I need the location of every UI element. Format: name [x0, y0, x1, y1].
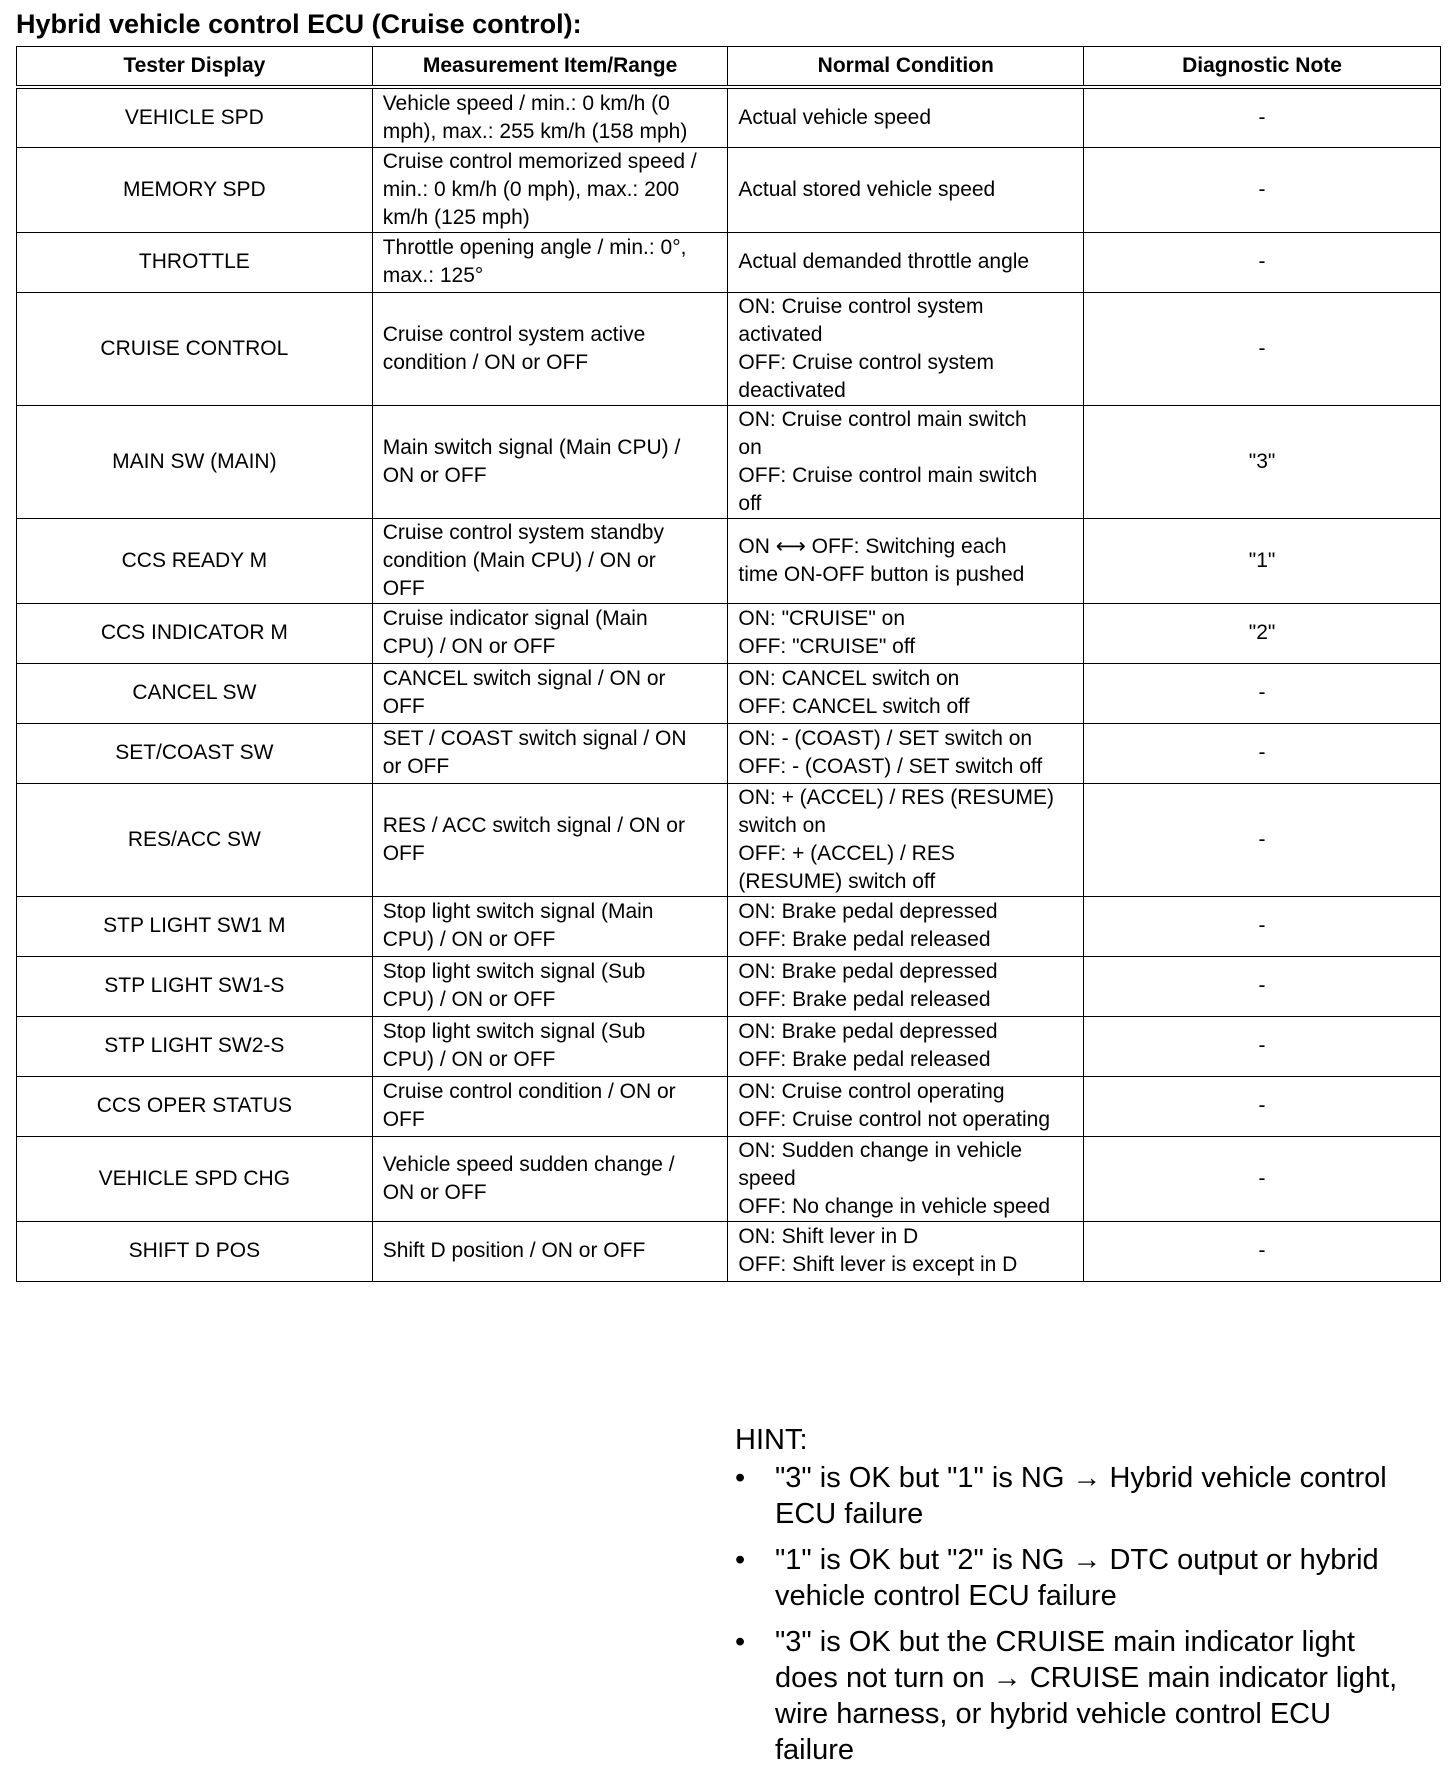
bullet-icon: •	[735, 1462, 746, 1494]
cell-measurement	[372, 1136, 728, 1221]
measurement-line: min.: 0 km/h (0 mph), max.: 200	[382, 177, 680, 201]
measurement-line: Cruise indicator signal (Main	[382, 607, 648, 630]
hint-title: HINT:	[735, 1424, 808, 1456]
condition-line: OFF: No change in vehicle speed	[738, 1194, 1051, 1218]
cell-normal-condition	[728, 232, 1084, 292]
cell-measurement	[372, 1076, 728, 1136]
cell-measurement	[372, 518, 728, 603]
condition-line: on	[738, 435, 762, 459]
measurement-line: km/h (125 mph)	[382, 205, 530, 229]
condition-line: (RESUME) switch off	[738, 869, 936, 893]
cell-diagnostic-note: -	[1084, 232, 1441, 292]
condition-line: OFF: CANCEL switch off	[738, 695, 970, 718]
measurement-line: OFF	[382, 576, 425, 600]
cell-normal-condition	[728, 87, 1084, 147]
table-row	[17, 1136, 1441, 1221]
cell-tester-display: STP LIGHT SW2-S	[17, 1016, 373, 1076]
bullet-icon: •	[735, 1626, 746, 1658]
cell-normal-condition	[728, 896, 1084, 956]
cell-normal-condition	[728, 663, 1084, 723]
measurement-line: condition (Main CPU) / ON or	[382, 548, 656, 572]
condition-line: ON ⟷ OFF: Switching each	[738, 534, 1007, 558]
condition-line: OFF: Brake pedal released	[738, 928, 991, 951]
condition-line: ON: - (COAST) / SET switch on	[738, 727, 1033, 750]
cell-normal-condition	[728, 723, 1084, 783]
condition-line: ON: Sudden change in vehicle	[738, 1138, 1023, 1162]
condition-line: ON: Brake pedal depressed	[738, 900, 998, 923]
cell-measurement	[372, 956, 728, 1016]
cell-diagnostic-note: "1"	[1084, 518, 1441, 603]
condition-line: Actual demanded throttle angle	[738, 250, 1030, 273]
cell-normal-condition	[728, 1076, 1084, 1136]
header-tester-display: Tester Display	[17, 47, 373, 88]
table-row	[17, 292, 1441, 405]
cell-normal-condition	[728, 292, 1084, 405]
cell-tester-display: SET/COAST SW	[17, 723, 373, 783]
table-row	[17, 603, 1441, 663]
measurement-line: ON or OFF	[382, 1180, 487, 1204]
table-row	[17, 1221, 1441, 1281]
cell-measurement	[372, 87, 728, 147]
cell-tester-display: CANCEL SW	[17, 663, 373, 723]
cell-normal-condition	[728, 603, 1084, 663]
condition-line: ON: Cruise control system	[738, 294, 984, 318]
cell-diagnostic-note: -	[1084, 87, 1441, 147]
cell-diagnostic-note: -	[1084, 292, 1441, 405]
measurement-line: Vehicle speed sudden change /	[382, 1152, 675, 1176]
measurement-line: CPU) / ON or OFF	[382, 1048, 556, 1071]
cell-tester-display: THROTTLE	[17, 232, 373, 292]
cell-measurement	[372, 663, 728, 723]
cell-normal-condition	[728, 518, 1084, 603]
cell-measurement	[372, 896, 728, 956]
condition-line: OFF: Cruise control system	[738, 350, 994, 374]
cell-tester-display: STP LIGHT SW1 M	[17, 896, 373, 956]
condition-line: ON: Shift lever in D	[738, 1225, 919, 1248]
measurement-line: CPU) / ON or OFF	[382, 988, 556, 1011]
table-row	[17, 663, 1441, 723]
cell-tester-display: VEHICLE SPD	[17, 87, 373, 147]
condition-line: OFF: + (ACCEL) / RES	[738, 841, 955, 865]
cell-tester-display: SHIFT D POS	[17, 1221, 373, 1281]
cell-measurement	[372, 1016, 728, 1076]
table-row	[17, 518, 1441, 603]
table-body	[17, 87, 1441, 1281]
table-row	[17, 87, 1441, 147]
condition-line: OFF: Brake pedal released	[738, 1048, 991, 1071]
measurement-line: Cruise control memorized speed /	[382, 149, 697, 173]
cell-tester-display: VEHICLE SPD CHG	[17, 1136, 373, 1221]
bullet-icon: •	[735, 1544, 746, 1576]
table-row	[17, 147, 1441, 232]
cell-measurement	[372, 783, 728, 896]
hint-line: does not turn on → CRUISE main indicator light,	[775, 1662, 1398, 1694]
measurement-line: SET / COAST switch signal / ON	[382, 727, 687, 750]
condition-line: OFF: Cruise control main switch	[738, 463, 1038, 487]
cell-measurement	[372, 723, 728, 783]
header-normal-condition: Normal Condition	[728, 47, 1084, 88]
condition-line: switch on	[738, 813, 826, 837]
cell-measurement	[372, 1221, 728, 1281]
measurement-line: Cruise control system standby	[382, 520, 664, 544]
hint-line: ECU failure	[775, 1498, 924, 1530]
cell-normal-condition	[728, 1221, 1084, 1281]
cell-measurement	[372, 292, 728, 405]
condition-line: ON: Cruise control main switch	[738, 407, 1027, 431]
measurement-line: CPU) / ON or OFF	[382, 928, 556, 951]
condition-line: Actual stored vehicle speed	[738, 177, 996, 201]
measurement-line: condition / ON or OFF	[382, 350, 589, 374]
condition-line: ON: + (ACCEL) / RES (RESUME)	[738, 785, 1055, 809]
condition-line: OFF: Cruise control not operating	[738, 1108, 1051, 1131]
condition-line: activated	[738, 322, 823, 346]
measurement-line: Stop light switch signal (Sub	[382, 1020, 646, 1043]
condition-line: OFF: Brake pedal released	[738, 988, 991, 1011]
table-row	[17, 896, 1441, 956]
cell-tester-display: CCS READY M	[17, 518, 373, 603]
hint-line: wire harness, or hybrid vehicle control ECU	[775, 1698, 1332, 1730]
measurement-line: OFF	[382, 695, 425, 718]
cell-normal-condition	[728, 147, 1084, 232]
hint-line: "1" is OK but "2" is NG → DTC output or hybrid	[775, 1544, 1379, 1576]
measurement-line: RES / ACC switch signal / ON or	[382, 813, 685, 837]
cell-normal-condition	[728, 405, 1084, 518]
measurement-line: ON or OFF	[382, 463, 487, 487]
cell-measurement	[372, 147, 728, 232]
cell-diagnostic-note: "3"	[1084, 405, 1441, 518]
cell-tester-display: CCS INDICATOR M	[17, 603, 373, 663]
cell-measurement	[372, 603, 728, 663]
cell-diagnostic-note: -	[1084, 783, 1441, 896]
measurement-line: OFF	[382, 841, 425, 865]
cell-tester-display: MEMORY SPD	[17, 147, 373, 232]
measurement-line: Shift D position / ON or OFF	[382, 1239, 646, 1262]
cell-diagnostic-note: -	[1084, 1221, 1441, 1281]
measurement-line: Stop light switch signal (Main	[382, 900, 654, 923]
condition-line: ON: Brake pedal depressed	[738, 960, 998, 983]
cell-diagnostic-note: -	[1084, 663, 1441, 723]
condition-line: ON: "CRUISE" on	[738, 607, 906, 630]
cell-diagnostic-note: -	[1084, 1016, 1441, 1076]
table-row	[17, 723, 1441, 783]
cell-tester-display: RES/ACC SW	[17, 783, 373, 896]
measurement-line: Cruise control condition / ON or	[382, 1080, 676, 1103]
hint-line: "3" is OK but the CRUISE main indicator light	[775, 1626, 1355, 1658]
cell-normal-condition	[728, 956, 1084, 1016]
cell-normal-condition	[728, 1016, 1084, 1076]
cell-diagnostic-note: -	[1084, 147, 1441, 232]
cell-diagnostic-note: -	[1084, 896, 1441, 956]
cell-tester-display: STP LIGHT SW1-S	[17, 956, 373, 1016]
cell-measurement	[372, 405, 728, 518]
measurement-line: Main switch signal (Main CPU) /	[382, 435, 681, 459]
hint-item	[735, 1460, 1435, 1532]
measurement-line: mph), max.: 255 km/h (158 mph)	[382, 119, 688, 143]
cell-diagnostic-note: -	[1084, 723, 1441, 783]
cell-diagnostic-note: "2"	[1084, 603, 1441, 663]
condition-line: off	[738, 491, 762, 515]
hint-list	[735, 1460, 1435, 1768]
table-row	[17, 783, 1441, 896]
header-diagnostic-note: Diagnostic Note	[1084, 47, 1441, 88]
hint-line: vehicle control ECU failure	[775, 1580, 1117, 1612]
hint-line: failure	[775, 1734, 854, 1766]
table-row	[17, 1076, 1441, 1136]
header-measurement: Measurement Item/Range	[372, 47, 728, 88]
table-row	[17, 956, 1441, 1016]
cell-diagnostic-note: -	[1084, 956, 1441, 1016]
condition-line: speed	[738, 1166, 796, 1190]
measurement-line: or OFF	[382, 755, 450, 778]
hint-item	[735, 1542, 1435, 1614]
measurement-line: Throttle opening angle / min.: 0°,	[382, 236, 687, 259]
cell-normal-condition	[728, 1136, 1084, 1221]
page-title: Hybrid vehicle control ECU (Cruise control):	[16, 9, 582, 39]
condition-line: ON: Brake pedal depressed	[738, 1020, 998, 1043]
cell-diagnostic-note: -	[1084, 1076, 1441, 1136]
measurement-line: max.: 125°	[382, 264, 484, 287]
measurement-line: CANCEL switch signal / ON or	[382, 667, 666, 690]
condition-line: deactivated	[738, 378, 846, 402]
condition-line: OFF: - (COAST) / SET switch off	[738, 755, 1043, 778]
condition-line: ON: Cruise control operating	[738, 1080, 1005, 1103]
measurement-line: OFF	[382, 1108, 425, 1131]
cell-tester-display: CRUISE CONTROL	[17, 292, 373, 405]
measurement-line: CPU) / ON or OFF	[382, 635, 556, 658]
table-row	[17, 405, 1441, 518]
cell-measurement	[372, 232, 728, 292]
condition-line: OFF: "CRUISE" off	[738, 635, 916, 658]
hint-section	[735, 1422, 1435, 1778]
hint-item	[735, 1624, 1435, 1768]
measurement-line: Vehicle speed / min.: 0 km/h (0	[382, 91, 670, 115]
condition-line: OFF: Shift lever is except in D	[738, 1253, 1018, 1276]
measurement-line: Stop light switch signal (Sub	[382, 960, 646, 983]
cell-tester-display: CCS OPER STATUS	[17, 1076, 373, 1136]
cell-normal-condition	[728, 783, 1084, 896]
table-row	[17, 232, 1441, 292]
condition-line: time ON-OFF button is pushed	[738, 562, 1025, 586]
hint-line: "3" is OK but "1" is NG → Hybrid vehicle control	[775, 1462, 1387, 1494]
cell-diagnostic-note: -	[1084, 1136, 1441, 1221]
condition-line: Actual vehicle speed	[738, 105, 932, 129]
condition-line: ON: CANCEL switch on	[738, 667, 960, 690]
measurement-line: Cruise control system active	[382, 322, 646, 346]
table-header-row	[17, 47, 1441, 88]
data-table	[16, 46, 1441, 1282]
table-row	[17, 1016, 1441, 1076]
cell-tester-display: MAIN SW (MAIN)	[17, 405, 373, 518]
